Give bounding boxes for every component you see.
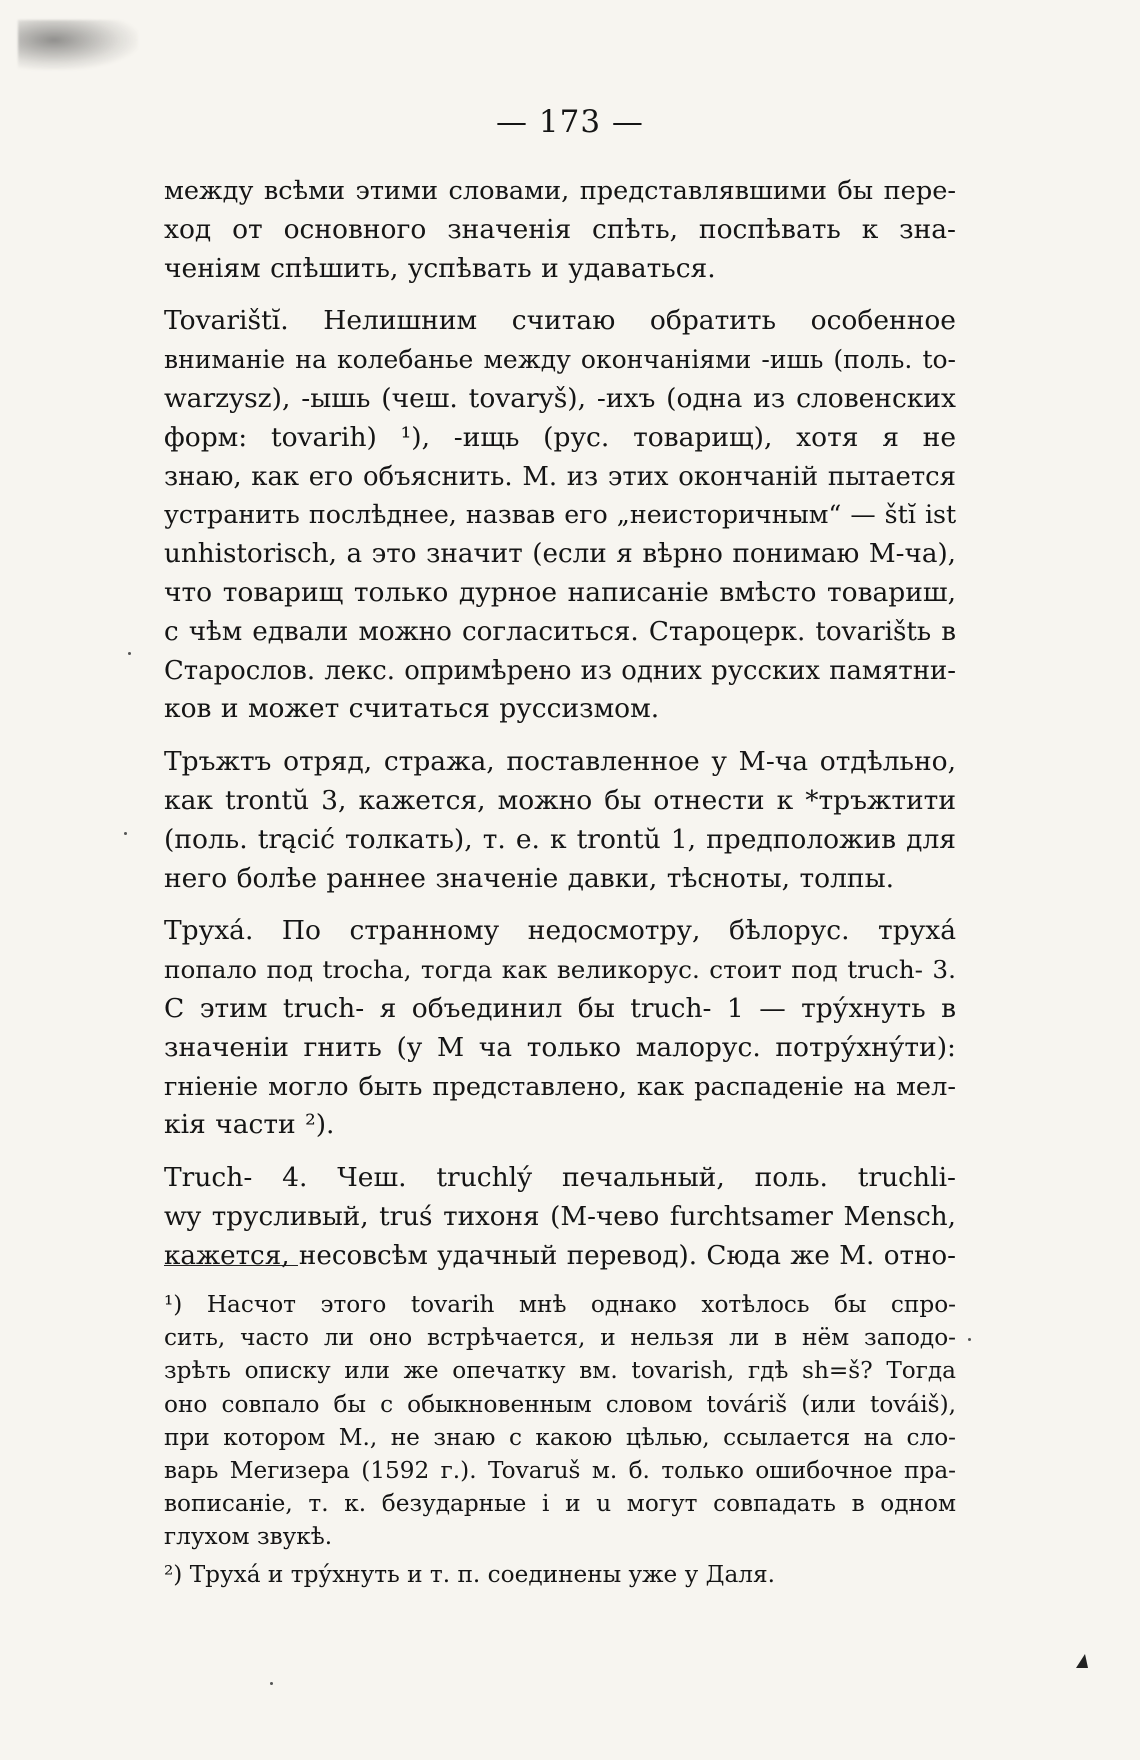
ink-speck: [124, 832, 127, 835]
text-line: кажется, несовсѣм удачный перевод). Сюда же М. отно-: [164, 1240, 957, 1271]
text-line: как trontŭ 3, кажется, можно бы отнести к *тръжтити: [164, 784, 956, 816]
ink-speck: [270, 1682, 273, 1685]
paragraph: [164, 172, 956, 288]
ink-speck: [968, 1338, 971, 1341]
footnote-line: зрѣть описку или же опечатку вм. tovarish, гдѣ sh=š? Тогда: [164, 1357, 956, 1385]
text-line: с чѣм едвали можно согласиться. Староцерк. tovarištь в: [164, 616, 956, 647]
paragraph: [164, 912, 956, 1145]
text-line: вниманіе на колебанье между окончаніями -ишь (поль. to-: [164, 345, 956, 375]
text-line: ченіям спѣшить, успѣвать и удаваться.: [164, 252, 716, 284]
text-line: между всѣми этими словами, представлявшими бы пере-: [164, 176, 956, 206]
footnote-line: ¹) Насчот этого tovarih мнѣ однако хотѣлось бы спро-: [164, 1291, 956, 1318]
text-line: гніеніе могло быть представлено, как распаденіе на мел-: [164, 1071, 956, 1102]
text-line: Тръжтъ отряд, стража, поставленное у М-ча отдѣльно,: [164, 746, 956, 778]
paragraph: [164, 1159, 956, 1275]
footnote-line: вописаніе, т. к. безударные і и u могут совпадать в одном: [164, 1490, 956, 1518]
main-text: [164, 172, 956, 1276]
text-line: значеніи гнить (у М ча только малорус. потру́хну́ти):: [164, 1031, 956, 1063]
footnote-line: ²) Труха́ и тру́хнуть и т. п. соединены уже у Даля.: [164, 1560, 776, 1588]
text-line: С этим truch- я объединил бы truch- 1 — тру́хнуть в: [164, 992, 956, 1024]
text-line: warzysz), -ышь (чеш. tovaryš), -ихъ (одна из словенских: [164, 382, 956, 414]
text-line: форм: tovarih) ¹), -ищь (рус. товарищ), хотя я не: [164, 421, 956, 453]
footnote: [164, 1288, 956, 1554]
text-line: ков и может считаться руссизмом.: [164, 693, 660, 725]
footnote-line: сить, часто ли оно встрѣчается, и нельзя ли в нём заподо-: [164, 1324, 956, 1352]
text-line: wy трусливый, truś тихоня (М-чево furchtsamer Mensch,: [164, 1201, 956, 1232]
footnote: [164, 1558, 956, 1591]
text-line: Труха́. По странному недосмотру, бѣлорус. труха́: [164, 915, 956, 947]
paragraph: [164, 743, 956, 898]
footnote-divider: [164, 1265, 298, 1266]
footnote-line: при котором М., не знаю с какою цѣлью, ссылается на сло-: [164, 1423, 956, 1451]
page-number: — 173 —: [496, 104, 644, 140]
footnote-line: варь Мегизера (1592 г.). Tovaruš м. б. только ошибочное пра-: [164, 1457, 956, 1485]
text-line: попало под trocha, тогда как великорус. стоит под truch- 3.: [164, 955, 956, 985]
text-line: что товарищ только дурное написаніе вмѣсто товариш,: [164, 576, 956, 608]
text-line: кія части ²).: [164, 1109, 335, 1141]
ink-mark: [1076, 1654, 1088, 1668]
text-line: (поль. trącić толкать), т. е. к trontŭ 1, предположив для: [164, 823, 956, 855]
footnote-line: оно совпало бы с обыкновенным словом továrіš (или továіš),: [164, 1390, 956, 1418]
text-line: него болѣе раннее значеніе давки, тѣсноты, толпы.: [164, 862, 895, 894]
text-line: unhistorisch, а это значит (если я вѣрно понимаю М-ча),: [164, 539, 956, 570]
text-line: знаю, как его объяснить. М. из этих окончаній пытается: [164, 461, 956, 492]
scan-smudge: [18, 20, 138, 70]
text-line: Старослов. лекс. опримѣрено из одних русских памятни-: [164, 655, 956, 686]
text-line: Tovarištĭ. Нелишним считаю обратить особенное: [164, 305, 956, 337]
paragraph: [164, 302, 956, 729]
footnotes: [164, 1288, 956, 1591]
footnote-line: глухом звукѣ.: [164, 1523, 333, 1551]
text-line: Truch- 4. Чеш. truchlý печальный, поль. truchli-: [164, 1162, 956, 1194]
ink-speck: [128, 652, 131, 655]
text-line: ход от основного значенія спѣть, поспѣвать к зна-: [164, 213, 956, 245]
text-line: устранить послѣднее, назвав его „неисторичным“ — štĭ ist: [164, 500, 957, 530]
